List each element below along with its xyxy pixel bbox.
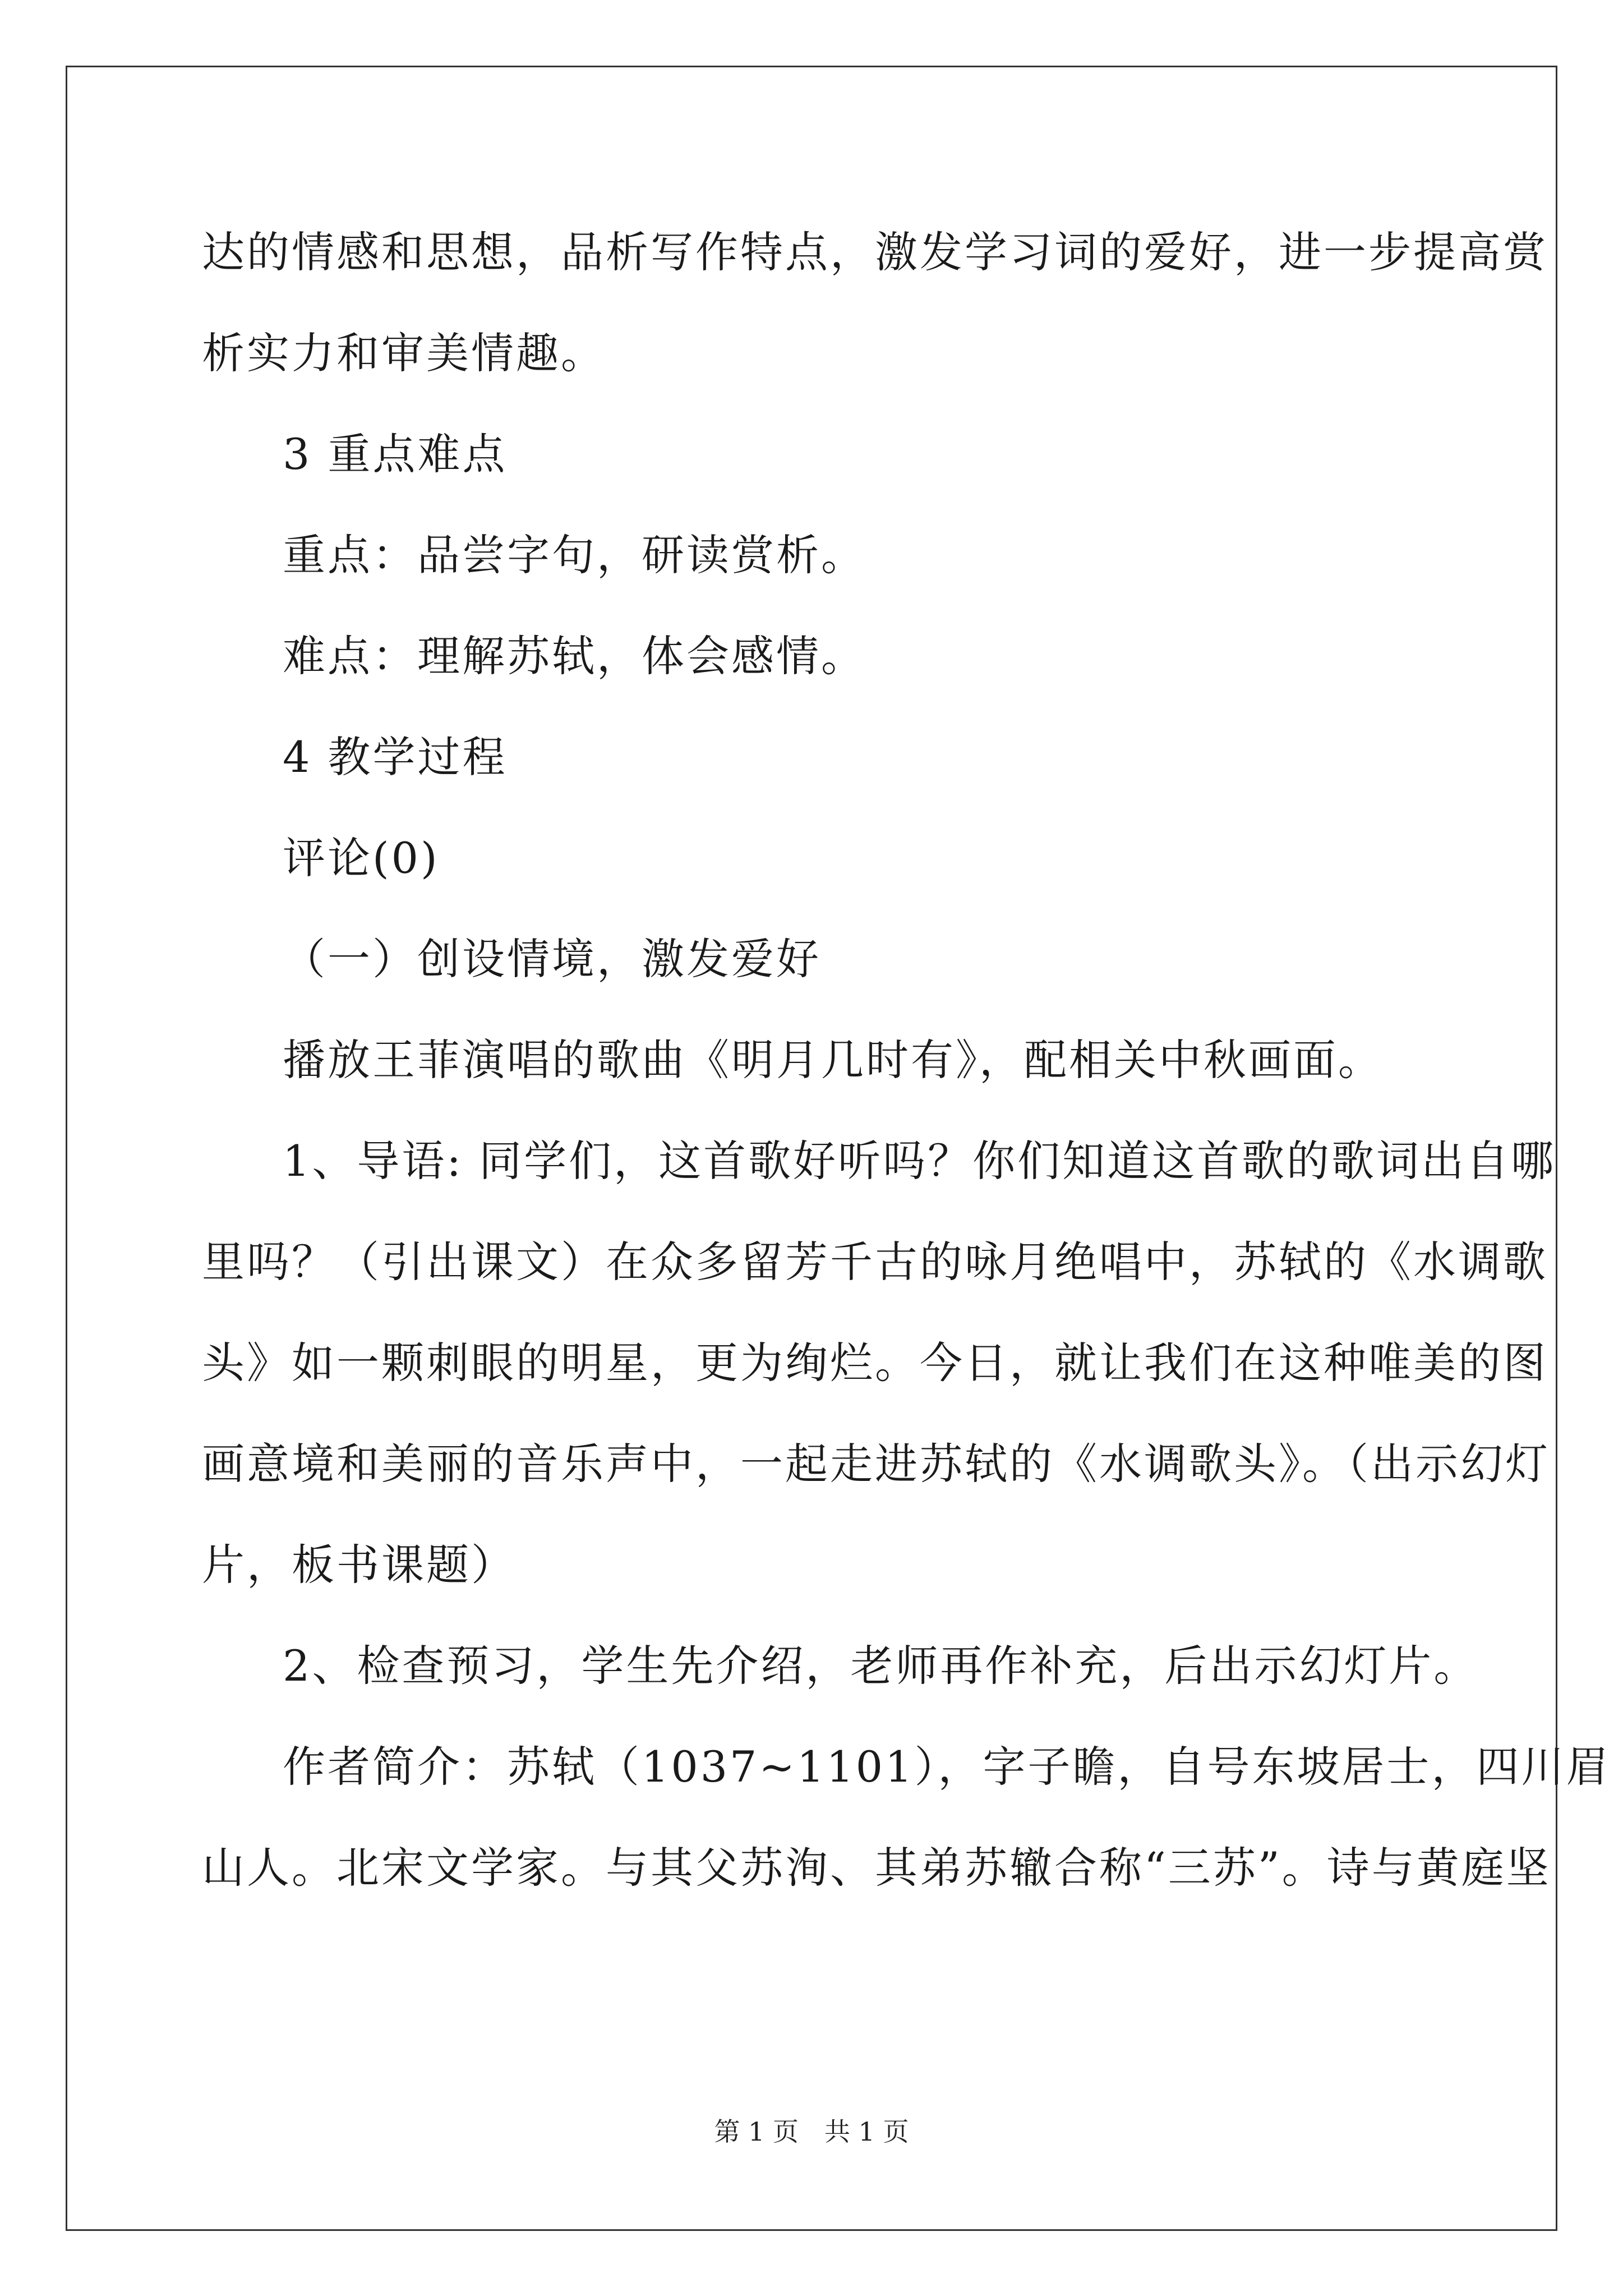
text-line: 4 教学过程 [283,732,508,782]
text-line: 画意境和美丽的音乐声中，一起走进苏轼的《水调歌头》。（出示幻灯 [202,1439,1550,1489]
text-line: 评论(0) [283,833,440,883]
section-heading-teaching-process [202,707,1424,808]
subsection-heading [202,909,1424,1010]
comments-count [202,808,1424,909]
text-line: 重点：品尝字句，研读赏析。 [283,530,866,580]
text-line: 2、检查预习，学生先介绍，老师再作补充，后出示幻灯片。 [283,1641,1479,1691]
text-line: 析实力和审美情趣。 [202,328,606,378]
section-heading-key-points [202,404,1424,505]
paragraph-check-preview [202,1616,1479,1717]
text-line: 头》如一颗刺眼的明星，更为绚烂。今日，就让我们在这种唯美的图 [202,1338,1548,1388]
text-line: 难点：理解苏轼，体会感情。 [283,631,866,681]
paragraph-author-intro [202,1717,1611,1918]
text-line: 达的情感和思想，品析写作特点，激发学习词的爱好，进一步提高赏 [202,227,1548,277]
text-line: 山人。北宋文学家。与其父苏洵、其弟苏辙合称“三苏”。诗与黄庭坚 [202,1843,1551,1893]
text-line: 片，板书课题） [202,1540,516,1590]
text-line: 作者简介：苏轼（1037~1101），字子瞻，自号东坡居士，四川眉 [283,1742,1611,1792]
page-footer: 第 1 页 共 1 页 [714,2116,909,2147]
text-line: 播放王菲演唱的歌曲《明月几时有》，配相关中秋画面。 [283,1035,1383,1085]
text-line: 里吗？（引出课文）在众多留芳千古的咏月绝唱中，苏轼的《水调歌 [202,1237,1548,1287]
paragraph-key-point [202,505,1424,606]
paragraph-play-song [202,1010,1424,1111]
paragraph-1 [202,202,1548,404]
text-line: 1、导语: 同学们，这首歌好听吗？你们知道这首歌的歌词出自哪 [283,1136,1556,1186]
text-line: （一）创设情境，激发爱好 [283,934,821,984]
text-line: 3 重点难点 [283,429,508,479]
paragraph-difficult-point [202,606,1424,707]
paragraph-introduction [202,1111,1556,1616]
document-body [202,202,1611,1918]
